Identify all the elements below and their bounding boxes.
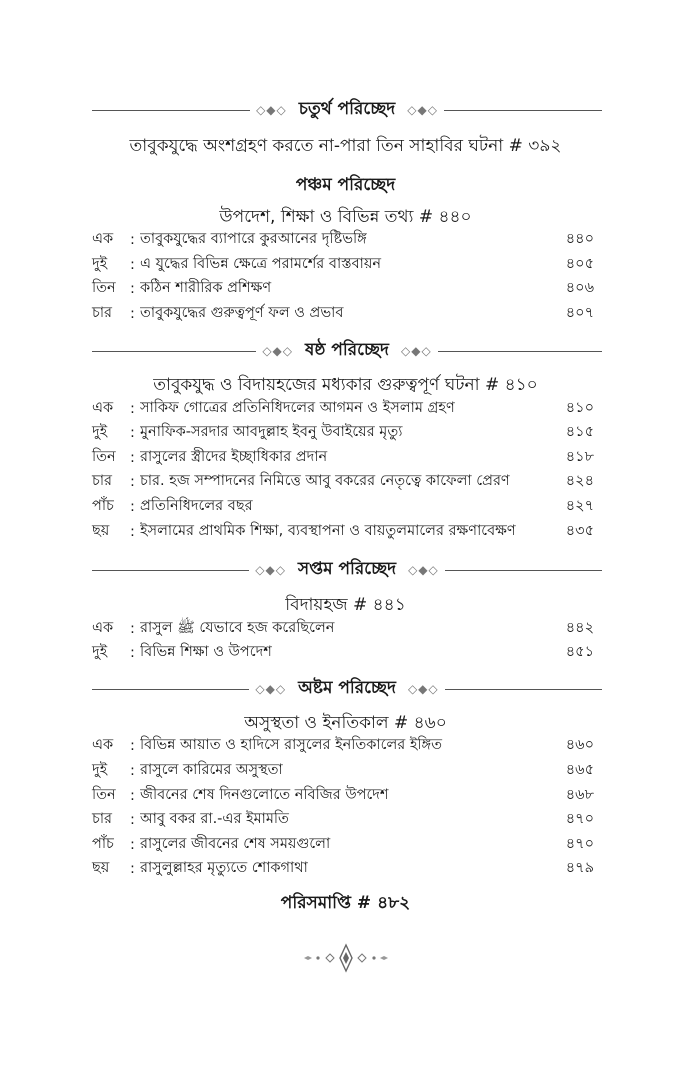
toc-entry[interactable] — [92, 421, 594, 445]
diamond-ornament-icon: ◇◆◇ — [262, 344, 294, 358]
chapter-7-heading — [92, 559, 602, 581]
toc-entry[interactable] — [92, 277, 594, 301]
toc-entry[interactable] — [92, 734, 594, 758]
toc-entry[interactable] — [92, 808, 594, 832]
entry-page: ৪৭০ — [565, 836, 594, 852]
entry-page: ৪২৭ — [565, 498, 594, 514]
diamond-ornament-icon: ◇◆◇ — [408, 563, 439, 577]
entry-page: ৪৭৯ — [565, 860, 594, 876]
entry-colon: : — [130, 763, 135, 779]
entry-title: চার. হজ সম্পাদনের নিমিত্তে আবু বকরের নেতৃত্বে কাফেলা প্রেরণ — [140, 473, 510, 489]
entry-number: এক — [92, 231, 114, 247]
entry-page: ৪০৫ — [565, 256, 594, 272]
diamond-ornament-icon: ◇◆◇ — [407, 682, 439, 696]
entry-page: ৪২৪ — [565, 473, 594, 489]
entry-colon: : — [130, 474, 135, 490]
divider-line — [438, 351, 602, 352]
toc-entry[interactable] — [92, 397, 594, 421]
entry-number: এক — [92, 620, 114, 636]
entry-colon: : — [130, 232, 135, 248]
entry-number: চার — [92, 811, 113, 827]
chapter-subtitle: তাবুকযুদ্ধে অংশগ্রহণ করতে না-পারা তিন সাহাবির ঘটনা # ৩৯২ — [129, 136, 562, 156]
entry-title: তাবুকযুদ্ধের গুরুত্বপূর্ণ ফল ও প্রভাব — [140, 305, 344, 321]
divider-line — [92, 351, 256, 352]
entry-title: সাকিফ গোত্রের প্রতিনিধিদলের আগমন ও ইসলাম গ্রহণ — [140, 400, 455, 416]
entry-number: এক — [92, 737, 114, 753]
diamond-ornament-icon: ◇◆◇ — [255, 563, 286, 577]
entry-page: ৪১৫ — [565, 424, 594, 440]
toc-entry[interactable] — [92, 495, 594, 519]
entry-colon: : — [130, 861, 135, 877]
entry-colon: : — [130, 788, 135, 804]
entry-number: ছয় — [92, 523, 110, 539]
entry-page: ৪৩৫ — [565, 523, 594, 539]
chapter-6-heading — [92, 340, 602, 362]
entry-colon: : — [130, 837, 135, 853]
entry-colon: : — [130, 401, 135, 417]
entry-title: রাসুলে কারিমের অসুস্থতা — [140, 762, 283, 778]
divider-line — [444, 110, 602, 111]
entry-number: দুই — [92, 256, 108, 272]
toc-entry[interactable] — [92, 228, 594, 252]
toc-entry[interactable] — [92, 857, 594, 881]
divider-line — [445, 570, 602, 571]
toc-entry[interactable] — [92, 784, 594, 808]
entry-number: দুই — [92, 424, 108, 440]
entry-title: মুনাফিক-সরদার আবদুল্লাহ ইবনু উবাইয়ের মৃত্যু — [140, 424, 403, 440]
chapter-4-heading — [92, 99, 602, 121]
diamond-ornament-icon: ◇◆◇ — [401, 344, 432, 358]
toc-entry[interactable] — [92, 446, 594, 470]
entry-page: ৪১০ — [565, 400, 594, 416]
chapter-8-heading — [92, 678, 602, 700]
entry-title: রাসুলের জীবনের শেষ সময়গুলো — [140, 836, 331, 852]
toc-entry[interactable] — [92, 617, 594, 641]
entry-number: তিন — [92, 787, 116, 803]
entry-title: বিভিন্ন আয়াত ও হাদিসে রাসুলের ইনতিকালের ইঙ্গিত — [140, 737, 443, 753]
entry-title: ইসলামের প্রাথমিক শিক্ষা, ব্যবস্থাপনা ও বায়তুলমালের রক্ষণাবেক্ষণ — [140, 523, 516, 539]
entry-title: এ যুদ্ধের বিভিন্ন ক্ষেত্রে পরামর্শের বাস্তবায়ন — [140, 256, 382, 272]
chapter-subtitle: বিদায়হজ # ৪৪১ — [285, 595, 406, 615]
entry-colon: : — [130, 425, 135, 441]
entry-colon: : — [130, 499, 135, 515]
divider-line — [445, 689, 602, 690]
entry-number: পাঁচ — [92, 498, 114, 514]
entry-page: ৪০৭ — [565, 305, 594, 321]
toc-entry[interactable] — [92, 302, 594, 326]
entry-page: ৪৬০ — [565, 737, 594, 753]
toc-entry[interactable] — [92, 759, 594, 783]
entry-number: এক — [92, 400, 114, 416]
entry-page: ৪৪২ — [565, 620, 594, 636]
entry-page: ৪১৮ — [565, 449, 594, 465]
diamond-ornament-icon: ◇◆◇ — [255, 682, 287, 696]
entry-page: ৪৫১ — [565, 644, 594, 660]
entry-colon: : — [130, 621, 135, 637]
entry-title: কঠিন শারীরিক প্রশিক্ষণ — [140, 280, 272, 296]
divider-line — [92, 689, 249, 690]
chapter-subtitle: উপদেশ, শিক্ষা ও বিভিন্ন তথ্য # ৪৪০ — [219, 207, 472, 227]
chapter-title: চতুর্থ পরিচ্ছেদ — [298, 99, 396, 119]
entry-number: চার — [92, 305, 113, 321]
chapter-5-heading: পঞ্চম পরিচ্ছেদ — [295, 175, 396, 195]
entry-number: দুই — [92, 762, 108, 778]
entry-title: রাসুলের স্ত্রীদের ইচ্ছাধিকার প্রদান — [140, 449, 328, 465]
entry-page: ৪০৬ — [565, 280, 594, 296]
entry-colon: : — [130, 257, 135, 273]
entry-colon: : — [130, 645, 135, 661]
chapter-subtitle: অসুস্থতা ও ইনতিকাল # ৪৬০ — [244, 713, 447, 733]
entry-title: জীবনের শেষ দিনগুলোতে নবিজির উপদেশ — [140, 787, 389, 803]
toc-entry[interactable] — [92, 253, 594, 277]
entry-title: প্রতিনিধিদলের বছর — [140, 498, 253, 514]
diamond-ornament-icon: ◇◆◇ — [256, 103, 287, 117]
entry-colon: : — [130, 812, 135, 828]
divider-line — [92, 570, 249, 571]
closing-ornament-icon — [296, 943, 396, 973]
entry-title: রাসুলুল্লাহর মৃত্যুতে শোকগাথা — [140, 860, 308, 876]
epilogue-heading[interactable]: পরিসমাপ্তি # ৪৮২ — [280, 893, 411, 913]
divider-line — [92, 110, 250, 111]
toc-entry[interactable] — [92, 520, 594, 544]
chapter-title: সপ্তম পরিচ্ছেদ — [297, 559, 397, 579]
chapter-subtitle: তাবুকযুদ্ধ ও বিদায়হজের মধ্যকার গুরুত্বপূর্ণ ঘটনা # ৪১০ — [153, 375, 538, 395]
entry-number: দুই — [92, 644, 108, 660]
entry-number: তিন — [92, 449, 116, 465]
entry-page: ৪৭০ — [565, 811, 594, 827]
entry-colon: : — [130, 450, 135, 466]
entry-title: বিভিন্ন শিক্ষা ও উপদেশ — [140, 644, 272, 660]
entry-number: পাঁচ — [92, 836, 114, 852]
entry-colon: : — [130, 738, 135, 754]
toc-entry[interactable] — [92, 833, 594, 857]
entry-colon: : — [130, 281, 135, 297]
chapter-title: অষ্টম পরিচ্ছেদ — [298, 678, 396, 698]
entry-page: ৪৬৮ — [565, 787, 594, 803]
entry-page: ৪৬৫ — [565, 762, 594, 778]
diamond-ornament-icon: ◇◆◇ — [407, 103, 438, 117]
entry-page: ৪৪০ — [565, 231, 594, 247]
entry-colon: : — [130, 306, 135, 322]
entry-number: তিন — [92, 280, 116, 296]
entry-colon: : — [130, 524, 135, 540]
entry-number: চার — [92, 473, 113, 489]
chapter-title: ষষ্ঠ পরিচ্ছেদ — [305, 340, 389, 360]
entry-title: রাসুল ﷺ যেভাবে হজ করেছিলেন — [140, 620, 335, 636]
entry-title: তাবুকযুদ্ধের ব্যাপারে কুরআনের দৃষ্টিভঙ্গি — [140, 231, 367, 247]
toc-entry[interactable] — [92, 470, 594, 494]
toc-entry[interactable] — [92, 641, 594, 665]
entry-number: ছয় — [92, 860, 110, 876]
entry-title: আবু বকর রা.-এর ইমামতি — [140, 811, 289, 827]
